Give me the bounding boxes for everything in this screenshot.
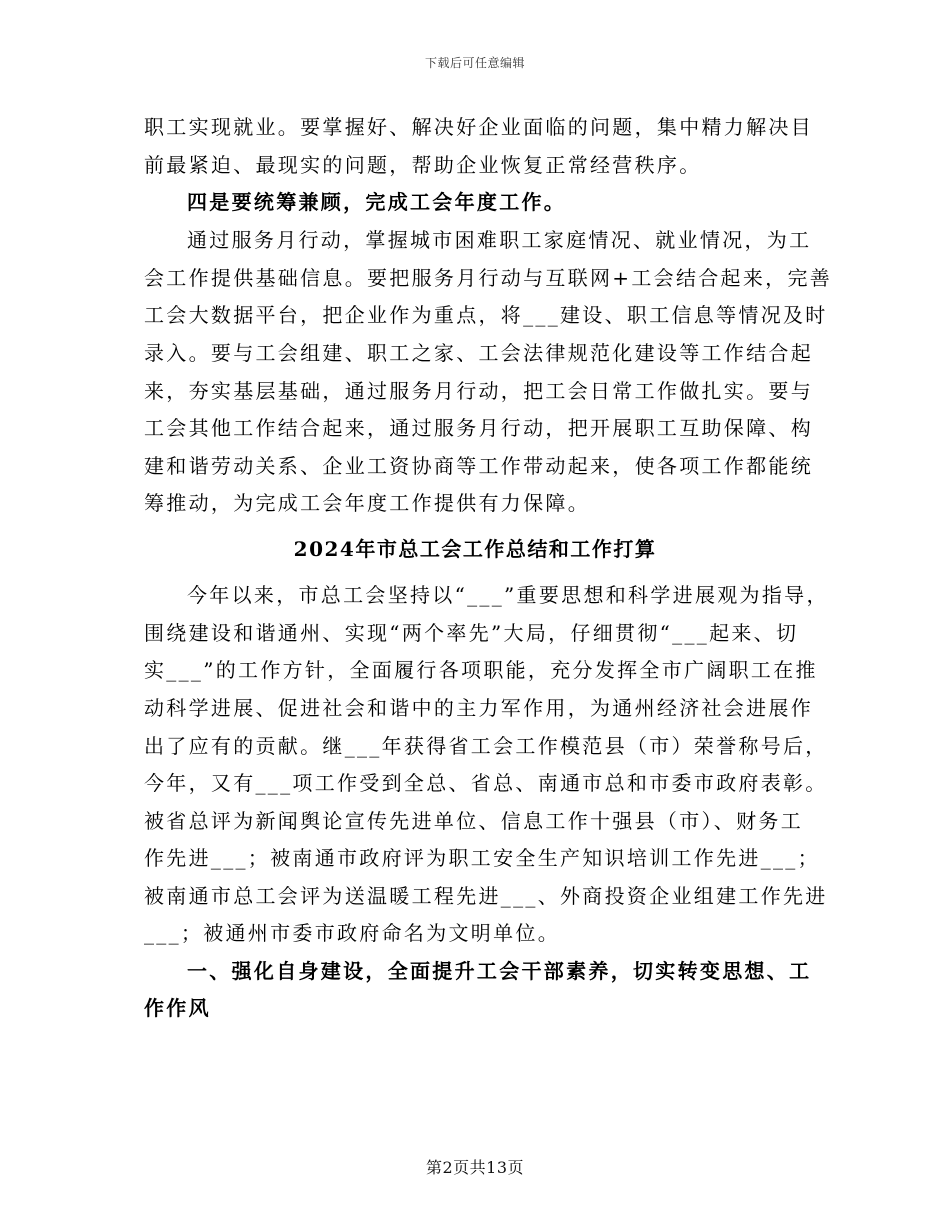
paragraph-line: 出了应有的贡献。继___年获得省工会工作模范县（市）荣誉称号后， (144, 734, 828, 758)
paragraph-line: 动科学进展、促进社会和谐中的主力军作用，为通州经济社会进展作 (144, 696, 813, 720)
paragraph-line: 建和谐劳动关系、企业工资协商等工作带动起来，使各项工作都能统 (144, 454, 813, 478)
paragraph-line: 通过服务月行动，掌握城市困难职工家庭情况、就业情况，为工 (187, 228, 812, 252)
paragraph-line: 围绕建设和谐通州、实现“两个率先”大局，仔细贯彻“___起来、切 (144, 621, 799, 645)
page-number: 第2页共13页 (425, 1158, 525, 1177)
paragraph-line: 今年以来，市总工会坚持以“___”重要思想和科学进展观为指导， (187, 583, 829, 607)
paragraph-line: 被南通市总工会评为送温暖工程先进___、外商投资企业组建工作先进 (144, 884, 828, 908)
paragraph-line: 工会其他工作结合起来，通过服务月行动，把开展职工互助保障、构 (144, 416, 813, 440)
paragraph-line: 工会大数据平台，把企业作为重点，将___建设、职工信息等情况及时 (144, 303, 828, 327)
section-heading-1-cont: 作作风 (144, 996, 211, 1020)
paragraph-line: 作先进___；被南通市政府评为职工安全生产知识培训工作先进___； (144, 846, 820, 870)
section-heading-4: 四是要统筹兼顾，完成工会年度工作。 (187, 190, 567, 214)
paragraph-line: 被省总评为新闻舆论宣传先进单位、信息工作十强县（市）、财务工 (144, 809, 803, 833)
paragraph-line: ___；被通州市委市政府命名为文明单位。 (144, 921, 560, 945)
paragraph-line: 实___”的工作方针，全面履行各项职能，充分发挥全市广阔职工在推 (144, 658, 818, 682)
paragraph-line: 录入。要与工会组建、职工之家、工会法律规范化建设等工作结合起 (144, 341, 813, 365)
section-heading-1: 一、强化自身建设，全面提升工会干部素养，切实转变思想、工 (187, 959, 812, 983)
document-title: 2024年市总工会工作总结和工作打算 (293, 537, 657, 561)
paragraph-line: 筹推动，为完成工会年度工作提供有力保障。 (144, 491, 590, 515)
paragraph-line: 前最紧迫、最现实的问题，帮助企业恢复正常经营秩序。 (144, 153, 702, 177)
paragraph-line: 会工作提供基础信息。要把服务月行动与互联网+工会结合起来，完善 (144, 266, 833, 290)
paragraph-line: 职工实现就业。要掌握好、解决好企业面临的问题，集中精力解决目 (144, 115, 813, 139)
page-header-note: 下载后可任意编辑 (424, 56, 525, 70)
paragraph-line: 今年，又有___项工作受到全总、省总、南通市总和市委市政府表彰。 (144, 771, 828, 795)
paragraph-line: 来，夯实基层基础，通过服务月行动，把工会日常工作做扎实。要与 (144, 379, 813, 403)
